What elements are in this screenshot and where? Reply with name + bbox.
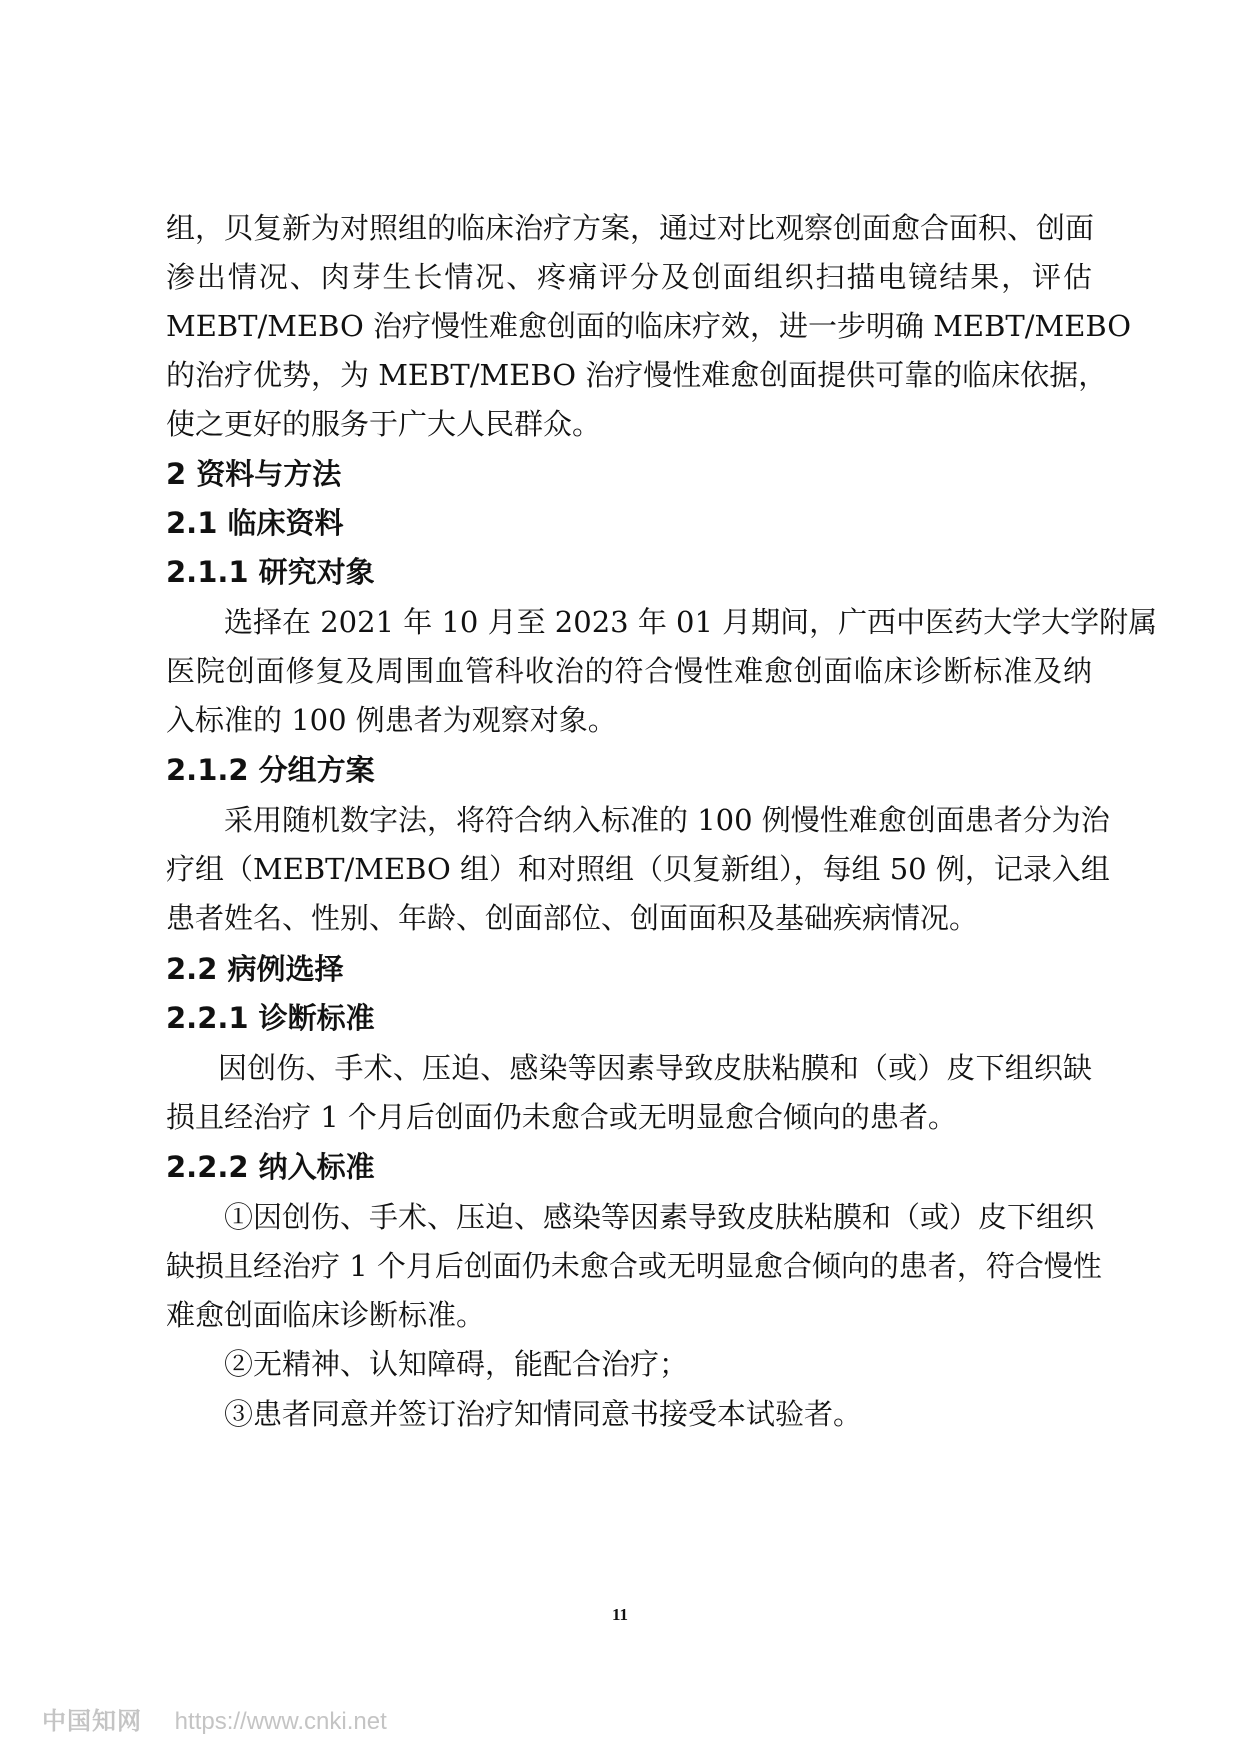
intro-line-1: 组，贝复新为对照组的临床治疗方案，通过对比观察创面愈合面积、创面 [166, 211, 1095, 245]
subjects-line-3: 入标准的 100 例患者为观察对象。 [166, 703, 617, 737]
section-heading-2-1-2: 2.1.2 分组方案 [166, 753, 375, 787]
inclusion-item-3: ③患者同意并签订治疗知情同意书接受本试验者。 [224, 1397, 863, 1431]
inclusion-item-2: ②无精神、认知障碍，能配合治疗； [224, 1347, 689, 1381]
section-heading-2: 2 资料与方法 [166, 457, 342, 491]
section-heading-2-1-1: 2.1.1 研究对象 [166, 555, 375, 589]
section-heading-2-2-2: 2.2.2 纳入标准 [166, 1150, 375, 1184]
section-heading-2-2-1: 2.2.1 诊断标准 [166, 1001, 375, 1035]
cnki-watermark [42, 1701, 387, 1736]
inclusion-line-1: ①因创伤、手术、压迫、感染等因素导致皮肤粘膜和（或）皮下组织 [224, 1200, 1095, 1234]
subjects-line-1: 选择在 2021 年 10 月至 2023 年 01 月期间，广西中医药大学大学附属 [224, 605, 1158, 639]
page-number: 11 [611, 1605, 629, 1624]
inclusion-line-3: 难愈创面临床诊断标准。 [166, 1298, 486, 1332]
inclusion-line-2: 缺损且经治疗 1 个月后创面仍未愈合或无明显愈合倾向的患者，符合慢性 [166, 1249, 1102, 1283]
section-heading-2-1: 2.1 临床资料 [166, 506, 344, 540]
intro-line-2: 渗出情况、肉芽生长情况、疼痛评分及创面组织扫描电镜结果，评估 [166, 260, 1092, 294]
grouping-line-3: 患者姓名、性别、年龄、创面部位、创面面积及基础疾病情况。 [166, 901, 979, 935]
subjects-line-2: 医院创面修复及周围血管科收治的符合慢性难愈创面临床诊断标准及纳 [166, 654, 1092, 688]
intro-line-4: 的治疗优势，为 MEBT/MEBO 治疗慢性难愈创面提供可靠的临床依据， [166, 358, 1108, 392]
watermark-url: https://www.cnki.net [174, 1708, 387, 1735]
diagnosis-line-1: 因创伤、手术、压迫、感染等因素导致皮肤粘膜和（或）皮下组织缺 [218, 1051, 1092, 1085]
section-heading-2-2: 2.2 病例选择 [166, 952, 344, 986]
grouping-line-1: 采用随机数字法，将符合纳入标准的 100 例慢性难愈创面患者分为治 [224, 803, 1110, 837]
diagnosis-line-2: 损且经治疗 1 个月后创面仍未愈合或无明显愈合倾向的患者。 [166, 1100, 957, 1134]
intro-line-3: MEBT/MEBO 治疗慢性难愈创面的临床疗效，进一步明确 MEBT/MEBO [166, 309, 1131, 343]
watermark-brand: 中国知网 [42, 1708, 142, 1735]
intro-line-5: 使之更好的服务于广大人民群众。 [166, 407, 602, 441]
grouping-line-2: 疗组（MEBT/MEBO 组）和对照组（贝复新组），每组 50 例，记录入组 [166, 852, 1110, 886]
